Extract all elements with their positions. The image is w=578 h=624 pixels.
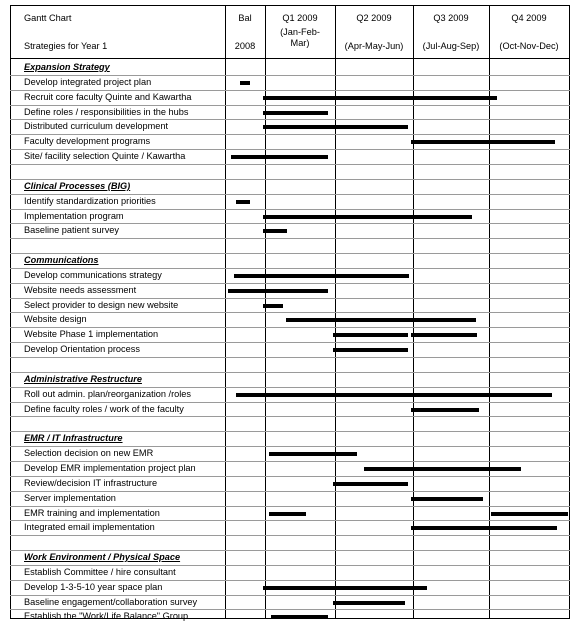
gantt-bar	[263, 125, 408, 129]
row-divider	[10, 446, 570, 447]
row-divider	[10, 416, 570, 417]
gantt-chart	[10, 5, 570, 619]
row-divider	[10, 238, 570, 239]
col-header-q4-bottom: (Oct-Nov-Dec)	[499, 41, 559, 51]
task-label: Define faculty roles / work of the faculty	[24, 404, 184, 414]
col-header-q3-top: Q3 2009	[433, 13, 469, 23]
gantt-bar	[269, 512, 306, 516]
col-header-q4-top: Q4 2009	[511, 13, 547, 23]
task-label: Develop EMR implementation project plan	[24, 463, 196, 473]
task-label: Integrated email implementation	[24, 522, 155, 532]
gantt-bar	[263, 304, 283, 308]
row-divider	[10, 595, 570, 596]
section-heading: Communications	[24, 255, 99, 265]
gantt-bar	[228, 289, 328, 293]
task-label: Identify standardization priorities	[24, 196, 156, 206]
row-divider	[10, 476, 570, 477]
gantt-bar	[236, 393, 552, 397]
col-header-q3-bottom: (Jul-Aug-Sep)	[422, 41, 480, 51]
row-divider	[10, 90, 570, 91]
section-heading: Administrative Restructure	[24, 374, 142, 384]
chart-subtitle: Strategies for Year 1	[24, 41, 108, 51]
task-label: Develop 1-3-5-10 year space plan	[24, 582, 163, 592]
row-divider	[10, 520, 570, 521]
row-divider	[10, 119, 570, 120]
col-header-q2-bottom: (Apr-May-Jun)	[344, 41, 404, 51]
row-divider	[10, 209, 570, 210]
section-heading: Expansion Strategy	[24, 62, 110, 72]
row-divider	[10, 580, 570, 581]
gantt-bar	[411, 526, 557, 530]
task-label: Distributed curriculum development	[24, 121, 168, 131]
row-divider	[10, 357, 570, 358]
gantt-bar	[271, 615, 328, 619]
task-label: Develop communications strategy	[24, 270, 162, 280]
section-heading: EMR / IT Infrastructure	[24, 433, 123, 443]
row-divider	[10, 491, 570, 492]
task-label: Develop integrated project plan	[24, 77, 152, 87]
task-label: Review/decision IT infrastructure	[24, 478, 158, 488]
row-divider	[10, 223, 570, 224]
task-label: Establish Committee / hire consultant	[24, 567, 176, 577]
row-divider	[10, 105, 570, 106]
col-header-q2-top: Q2 2009	[356, 13, 392, 23]
header-divider	[10, 58, 570, 59]
row-divider	[10, 609, 570, 610]
gantt-bar	[333, 333, 408, 337]
row-divider	[10, 149, 570, 150]
task-label: Server implementation	[24, 493, 116, 503]
row-divider	[10, 298, 570, 299]
row-divider	[10, 461, 570, 462]
gantt-bar	[411, 408, 479, 412]
task-label: Implementation program	[24, 211, 124, 221]
task-label: Faculty development programs	[24, 136, 151, 146]
row-divider	[10, 431, 570, 432]
gantt-bar	[411, 497, 483, 501]
row-divider	[10, 134, 570, 135]
gantt-bar	[263, 229, 287, 233]
task-label: Website design	[24, 314, 87, 324]
task-label: Baseline patient survey	[24, 225, 119, 235]
task-label: Baseline engagement/collaboration survey	[24, 597, 198, 607]
task-label: Roll out admin. plan/reorganization /roles	[24, 389, 191, 399]
gantt-bar	[286, 318, 476, 322]
gantt-bar	[411, 333, 477, 337]
col-header-q1-top: Q1 2009	[282, 13, 318, 23]
row-divider	[10, 565, 570, 566]
chart-title: Gantt Chart	[24, 13, 72, 23]
row-divider	[10, 283, 570, 284]
task-label: Website needs assessment	[24, 285, 137, 295]
row-divider	[10, 253, 570, 254]
gantt-bar	[333, 348, 408, 352]
section-heading: Clinical Processes (BIG)	[24, 181, 131, 191]
row-divider	[10, 327, 570, 328]
gantt-bar	[491, 512, 568, 516]
gantt-bar	[263, 215, 472, 219]
gantt-bar	[263, 586, 427, 590]
gantt-bar	[263, 96, 497, 100]
row-divider	[10, 164, 570, 165]
task-label: Establish the "Work/Life Balance" Group	[24, 611, 189, 621]
col-header-q1-bottom: (Jan-Feb- Mar)	[280, 27, 320, 48]
task-label: Selection decision on new EMR	[24, 448, 154, 458]
gantt-bar	[234, 274, 409, 278]
row-divider	[10, 179, 570, 180]
task-label: Select provider to design new website	[24, 300, 179, 310]
table-border-top	[10, 5, 570, 6]
gantt-bar	[269, 452, 357, 456]
col-header-bal-bottom: 2008	[234, 41, 256, 51]
row-divider	[10, 75, 570, 76]
task-label: EMR training and implementation	[24, 508, 160, 518]
row-divider	[10, 312, 570, 313]
section-heading: Work Environment / Physical Space	[24, 552, 181, 562]
row-divider	[10, 194, 570, 195]
row-divider	[10, 342, 570, 343]
gantt-bar	[333, 482, 408, 486]
row-divider	[10, 372, 570, 373]
gantt-bar	[236, 200, 250, 204]
gantt-bar	[333, 601, 405, 605]
gantt-bar	[263, 111, 328, 115]
gantt-bar	[364, 467, 521, 471]
row-divider	[10, 506, 570, 507]
row-divider	[10, 550, 570, 551]
gantt-bar	[411, 140, 555, 144]
gantt-bar	[240, 81, 250, 85]
task-label: Define roles / responsibilities in the hubs	[24, 107, 189, 117]
row-divider	[10, 268, 570, 269]
task-label: Site/ facility selection Quinte / Kawartha	[24, 151, 186, 161]
row-divider	[10, 402, 570, 403]
row-divider	[10, 387, 570, 388]
task-label: Develop Orientation process	[24, 344, 140, 354]
task-label: Website Phase 1 implementation	[24, 329, 159, 339]
col-header-bal-top: Bal	[238, 13, 252, 23]
task-label: Recruit core faculty Quinte and Kawartha	[24, 92, 192, 102]
gantt-bar	[231, 155, 328, 159]
row-divider	[10, 535, 570, 536]
